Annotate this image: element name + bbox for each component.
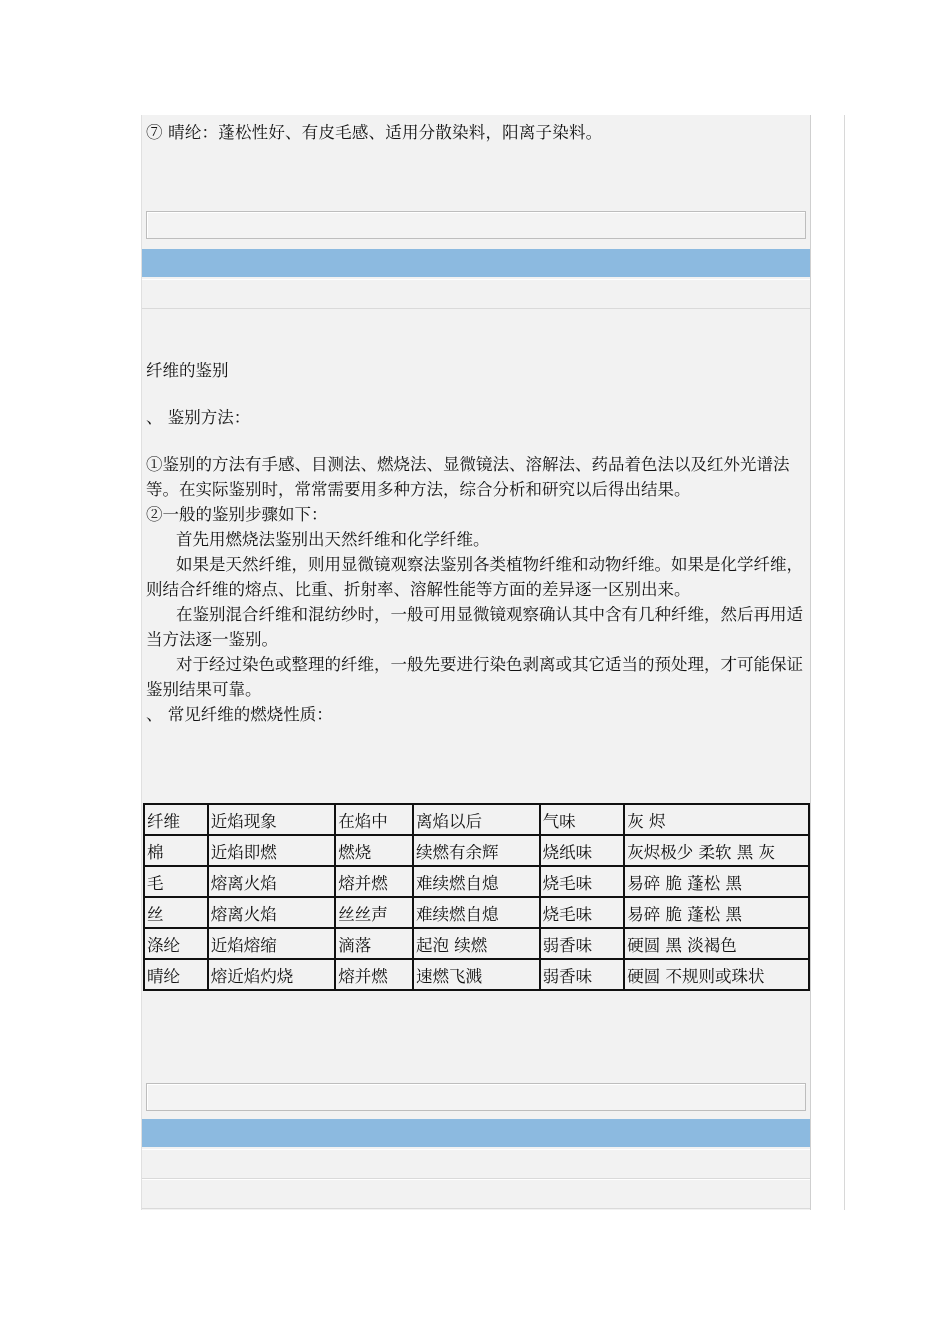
table-cell: 近焰熔缩 (208, 928, 336, 959)
table-cell: 熔离火焰 (208, 866, 336, 897)
table-header-cell: 在焰中 (335, 804, 413, 835)
table-header-row (144, 804, 809, 835)
table-cell: 毛 (144, 866, 208, 897)
table-row (144, 835, 809, 866)
table-header-cell: 纤维 (144, 804, 208, 835)
right-rule (844, 115, 845, 1210)
table-cell: 弱香味 (540, 959, 625, 990)
table-cell: 棉 (144, 835, 208, 866)
paragraph-step-2: 如果是天然纤维，则用显微镜观察法鉴别各类植物纤维和动物纤维。如果是化学纤维，则结合纤维的熔点、比重、折射率、溶解性能等方面的差异逐一区别出来。 (146, 555, 803, 599)
paragraph-step-4: 对于经过染色或整理的纤维，一般先要进行染色剥离或其它适当的预处理，才可能保证鉴别结果可靠。 (146, 655, 803, 699)
table-cell: 烧毛味 (540, 897, 625, 928)
inset-box-bottom (146, 1083, 806, 1111)
acrylic-note: ⑦ 晴纶：蓬松性好、有皮毛感、适用分散染料，阳离子染料。 (146, 123, 603, 142)
blue-bar-top (142, 249, 810, 277)
table-cell: 硬圆 不规则或珠状 (624, 959, 809, 990)
table-cell: 熔并燃 (335, 959, 413, 990)
burning-properties-table (143, 803, 810, 991)
table-cell: 晴纶 (144, 959, 208, 990)
table-cell: 起泡 续燃 (413, 928, 540, 959)
table-cell: 速燃飞溅 (413, 959, 540, 990)
blank-row-bottom-2 (142, 1179, 810, 1209)
paragraph-step-3: 在鉴别混合纤维和混纺纱时，一般可用显微镜观察确认其中含有几种纤维，然后再用适当方法逐一鉴别。 (146, 605, 803, 649)
section-title: 纤维的鉴别 (146, 361, 229, 380)
table-cell: 熔近焰灼烧 (208, 959, 336, 990)
table-cell: 易碎 脆 蓬松 黑 (624, 897, 809, 928)
table-row (144, 959, 809, 990)
paragraph-methods: ①鉴别的方法有手感、目测法、燃烧法、显微镜法、溶解法、药品着色法以及红外光谱法等。在实际鉴别时，常常需要用多种方法，综合分析和研究以后得出结果。 (146, 455, 790, 499)
table-cell: 易碎 脆 蓬松 黑 (624, 866, 809, 897)
article-body (146, 358, 808, 727)
table-row (144, 897, 809, 928)
table-cell: 丝丝声 (335, 897, 413, 928)
table-cell: 熔并燃 (335, 866, 413, 897)
burning-heading: 、 常见纤维的燃烧性质： (146, 705, 333, 724)
method-heading: 、 鉴别方法： (146, 408, 251, 427)
table-header-cell: 气味 (540, 804, 625, 835)
table-cell: 烧毛味 (540, 866, 625, 897)
paragraph-step-1: 首先用燃烧法鉴别出天然纤维和化学纤维。 (176, 530, 490, 549)
table-row (144, 866, 809, 897)
table-cell: 滴落 (335, 928, 413, 959)
blank-row-bottom-1 (142, 1149, 810, 1179)
table-cell: 熔离火焰 (208, 897, 336, 928)
table-cell: 丝 (144, 897, 208, 928)
table-cell: 续燃有余辉 (413, 835, 540, 866)
table-cell: 难续燃自熄 (413, 866, 540, 897)
table-row (144, 928, 809, 959)
inset-box-top (146, 211, 806, 239)
table-cell: 燃烧 (335, 835, 413, 866)
table-cell: 涤纶 (144, 928, 208, 959)
table-header-cell: 近焰现象 (208, 804, 336, 835)
table-cell: 弱香味 (540, 928, 625, 959)
paragraph-steps-heading: ②一般的鉴别步骤如下： (146, 505, 328, 524)
table-cell: 难续燃自熄 (413, 897, 540, 928)
table-cell: 近焰即燃 (208, 835, 336, 866)
table-cell: 烧纸味 (540, 835, 625, 866)
table-header-cell: 离焰以后 (413, 804, 540, 835)
blue-bar-bottom (142, 1119, 810, 1147)
content-panel (141, 115, 811, 1210)
blank-row-top-1 (142, 279, 810, 309)
table-cell: 硬圆 黑 淡褐色 (624, 928, 809, 959)
table-header-cell: 灰 烬 (624, 804, 809, 835)
table-cell: 灰烬极少 柔软 黑 灰 (624, 835, 809, 866)
